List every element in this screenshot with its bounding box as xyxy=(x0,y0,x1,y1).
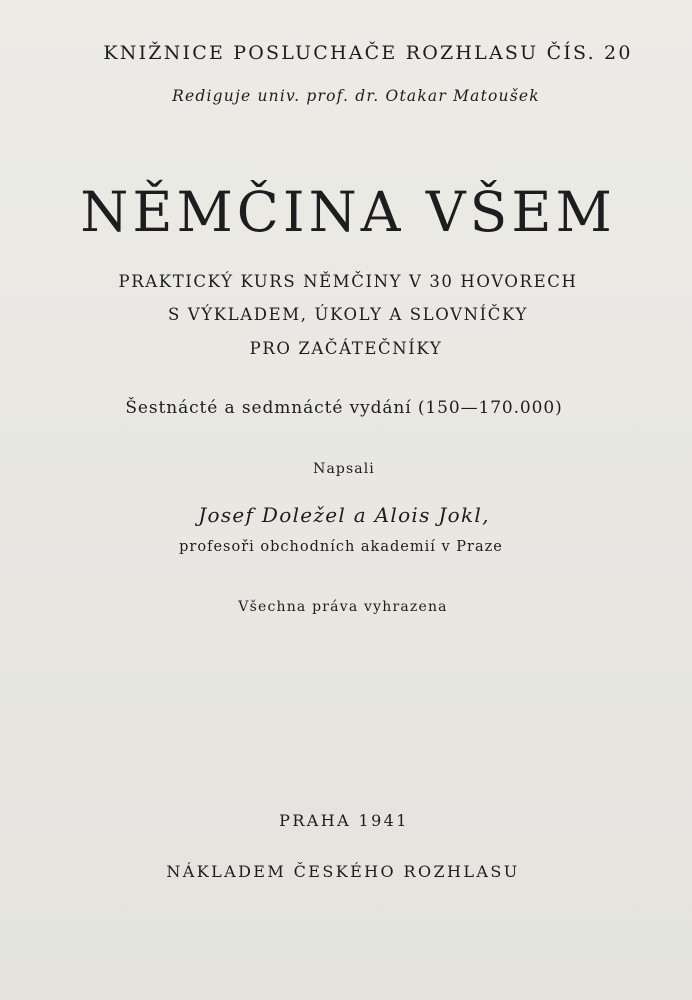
subtitle-line: PRO ZAČÁTEČNÍKY xyxy=(249,339,443,358)
written-by-label: Napsali xyxy=(313,461,375,477)
subtitle-line: PRAKTICKÝ KURS NĚMČINY V 30 HOVORECH xyxy=(118,272,578,291)
authors-profession: profesoři obchodních akademií v Praze xyxy=(179,539,503,555)
edition-line: Šestnácté a sedmnácté vydání (150—170.000) xyxy=(125,398,563,418)
authors-line: Josef Doležel a Alois Jokl, xyxy=(198,503,490,527)
publisher-line: NÁKLADEM ČESKÉHO ROZHLASU xyxy=(166,862,520,881)
rights-notice: Všechna práva vyhrazena xyxy=(238,599,448,615)
series-line: KNIŽNICE POSLUCHAČE ROZHLASU ČÍS. 20 xyxy=(103,42,633,64)
editor-line: Rediguje univ. prof. dr. Otakar Matoušek xyxy=(172,87,540,105)
subtitle-line: S VÝKLADEM, ÚKOLY A SLOVNÍČKY xyxy=(168,305,528,324)
place-year: PRAHA 1941 xyxy=(279,811,409,830)
book-title: NĚMČINA VŠEM xyxy=(80,180,616,244)
